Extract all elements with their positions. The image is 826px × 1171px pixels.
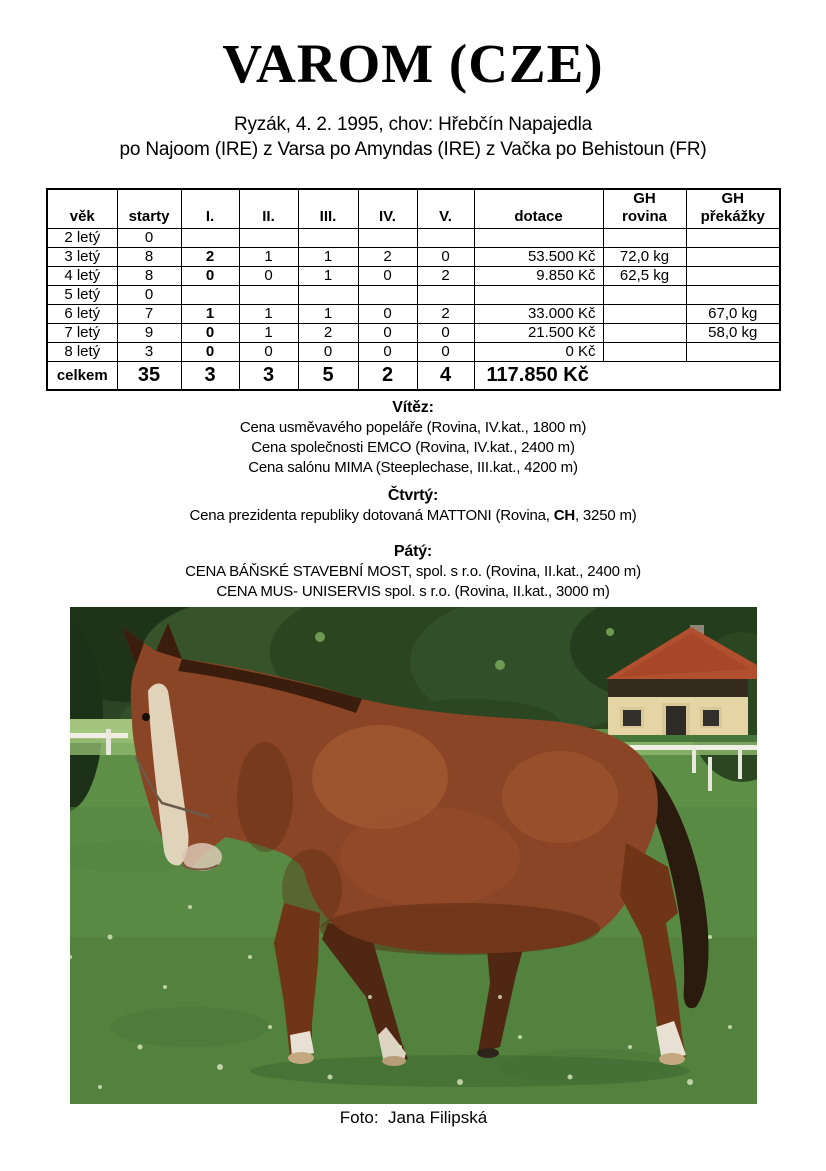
table-row: 6 letý 7 1 1 1 0 2 33.000 Kč 67,0 kg <box>47 305 780 324</box>
col-header-iii: III. <box>298 189 358 229</box>
col-header-starty: starty <box>117 189 181 229</box>
winner-race-line: Cena salónu MIMA (Steeplechase, III.kat., 4200 m) <box>248 459 578 476</box>
fourth-place-section <box>0 486 826 526</box>
fence-post <box>692 747 696 773</box>
belly-shadow <box>320 903 600 955</box>
neck-shadow <box>237 742 293 852</box>
col-header-v: V. <box>417 189 474 229</box>
house-ground-shadow <box>608 735 757 742</box>
col-header-ii: II. <box>239 189 298 229</box>
fence-rail-left <box>70 733 128 738</box>
hoof <box>477 1048 499 1058</box>
table-row: 2 letý 0 <box>47 229 780 248</box>
fence-post <box>738 749 742 779</box>
fourth-race-line: Cena prezidenta republiky dotovaná MATTONI (Rovina, CH, 3250 m) <box>189 507 637 524</box>
winner-race-line: Cena společnosti EMCO (Rovina, IV.kat., 2400 m) <box>251 439 575 456</box>
table-row: 5 letý 0 <box>47 286 780 305</box>
winner-section <box>0 398 826 478</box>
photo-caption: Foto: Jana Filipská <box>339 1108 488 1127</box>
table-header-row <box>47 189 780 229</box>
horse-photo <box>70 607 757 1104</box>
career-statistics-table <box>46 188 781 391</box>
hoof <box>288 1052 314 1064</box>
window <box>623 710 641 726</box>
col-header-vek: věk <box>47 189 117 229</box>
fourth-heading: Čtvrtý: <box>387 487 439 504</box>
fifth-race-line: CENA MUS- UNISERVIS spol. s r.o. (Rovina, II.kat., 3000 m) <box>216 583 610 600</box>
door <box>666 706 686 735</box>
subtitle-line-birth: Ryzák, 4. 2. 1995, chov: Hřebčín Napajedla <box>233 114 593 135</box>
col-header-iv: IV. <box>358 189 417 229</box>
horse-photo-illustration <box>70 607 757 1104</box>
table-row: 3 letý 8 2 1 1 2 0 53.500 Kč 72,0 kg <box>47 248 780 267</box>
subtitle-line-pedigree: po Najoom (IRE) z Varsa po Amyndas (IRE) z Vačka po Behistoun (FR) <box>119 139 707 160</box>
table-row: 7 letý 9 0 1 2 0 0 21.500 Kč 58,0 kg <box>47 324 780 343</box>
winner-race-line: Cena usměvavého popeláře (Rovina, IV.kat., 1800 m) <box>239 419 587 436</box>
attic-band <box>608 679 748 697</box>
table-row: 8 letý 3 0 0 0 0 0 0 Kč <box>47 343 780 362</box>
winner-heading: Vítěz: <box>392 399 434 416</box>
window <box>703 710 719 726</box>
col-header-gh-prekazky: GH překážky <box>686 189 780 229</box>
fifth-place-section <box>0 542 826 602</box>
fifth-race-line: CENA BÁŇSKÉ STAVEBNÍ MOST, spol. s r.o. (Rovina, II.kat., 2400 m) <box>185 563 641 580</box>
fence-post <box>708 757 712 791</box>
fence-post <box>106 729 111 755</box>
table-total-row: celkem 35 3 3 5 2 4 117.850 Kč <box>47 362 780 391</box>
col-header-gh-rovina: GH rovina <box>603 189 686 229</box>
fifth-heading: Pátý: <box>393 543 433 560</box>
horse-shadow <box>250 1055 690 1087</box>
rump-highlight <box>502 751 618 843</box>
horse-eye <box>142 713 150 721</box>
hoof <box>659 1053 685 1065</box>
horse-name-title: VAROM (CZE) <box>222 33 604 94</box>
hoof <box>382 1056 406 1066</box>
table-row: 4 letý 8 0 0 1 0 2 9.850 Kč 62,5 kg <box>47 267 780 286</box>
col-header-i: I. <box>181 189 239 229</box>
total-prize-money: 117.850 Kč <box>474 362 780 391</box>
col-header-dotace: dotace <box>474 189 603 229</box>
horse-description <box>0 112 826 162</box>
barrel-highlight <box>340 807 520 907</box>
